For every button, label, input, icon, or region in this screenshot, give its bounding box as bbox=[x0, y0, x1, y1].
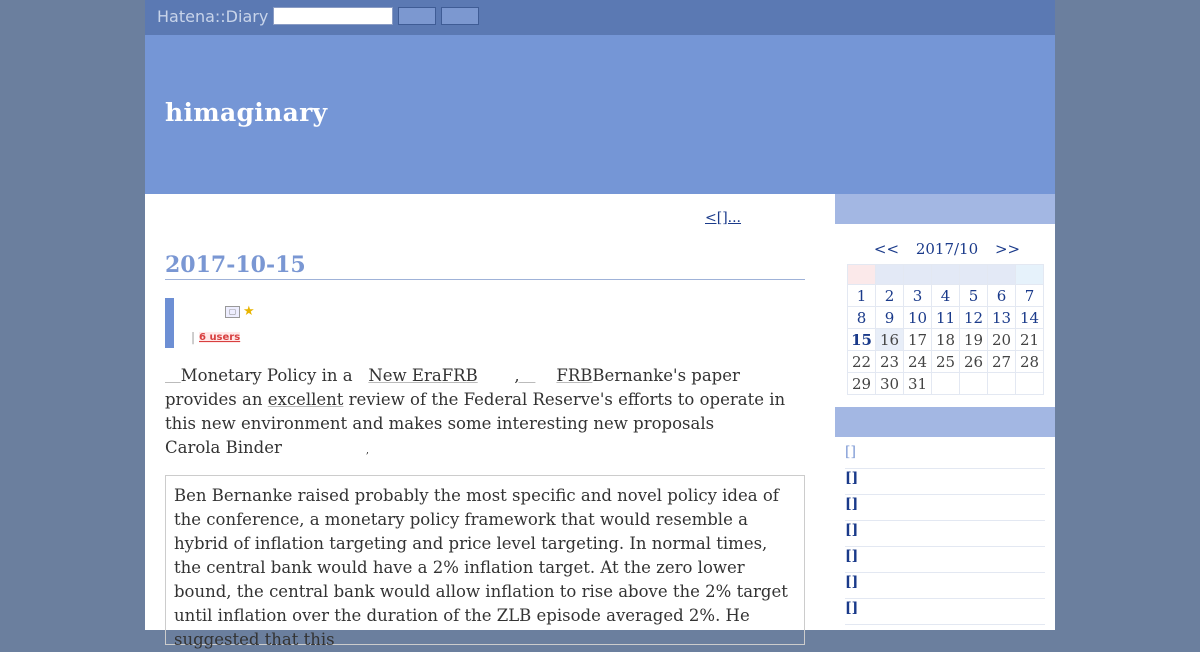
calendar-day: 19 bbox=[960, 329, 988, 351]
calendar-nav bbox=[847, 240, 1047, 262]
intro-comma: , bbox=[514, 366, 520, 385]
calendar-day: 31 bbox=[904, 373, 932, 395]
calendar bbox=[835, 240, 1055, 395]
calendar-day: 26 bbox=[960, 351, 988, 373]
calendar-table bbox=[847, 264, 1044, 395]
blog-banner bbox=[145, 35, 1055, 194]
calendar-week bbox=[848, 307, 1044, 329]
calendar-day: 25 bbox=[932, 351, 960, 373]
sidebar-calendar-header bbox=[835, 194, 1055, 224]
calendar-day: 17 bbox=[904, 329, 932, 351]
search-button[interactable] bbox=[398, 7, 436, 25]
calendar-day: 16 bbox=[876, 329, 904, 351]
main-content bbox=[145, 194, 835, 649]
calendar-day bbox=[932, 373, 960, 395]
weekday-header bbox=[1016, 265, 1044, 285]
entry-accent-bar bbox=[165, 298, 174, 348]
hatena-toolbar bbox=[145, 0, 1055, 35]
entry-blockquote: Ben Bernanke raised probably the most specific and novel policy idea of the conference, a monetary policy framework that would resemble a hybrid of inflation targeting and price level targeting. In normal times, the central bank would have a 2% inflation target. At the zero lower bound, the central bank would allow inflation to rise above the 2% target until inflation over the duration of the ZLB episode averaged 2%. He suggested that this bbox=[165, 475, 805, 645]
calendar-week bbox=[848, 285, 1044, 307]
calendar-day-link[interactable]: 1 bbox=[848, 285, 876, 307]
blog-title[interactable]: himaginary bbox=[165, 98, 328, 127]
weekday-header bbox=[876, 265, 904, 285]
intro-link-frb-2[interactable]: FRB bbox=[556, 366, 593, 385]
calendar-day: 27 bbox=[988, 351, 1016, 373]
calendar-day-link[interactable]: 7 bbox=[1016, 285, 1044, 307]
calendar-day: 22 bbox=[848, 351, 876, 373]
calendar-week bbox=[848, 373, 1044, 395]
calendar-day-link[interactable]: 9 bbox=[876, 307, 904, 329]
calendar-next-month[interactable]: >> bbox=[994, 240, 1021, 258]
category-list bbox=[835, 437, 1055, 625]
category-item[interactable]: [] bbox=[845, 443, 1045, 469]
intro-link-frb[interactable]: FRB bbox=[441, 366, 478, 385]
entry-intro bbox=[165, 364, 810, 463]
intro-comma-2: , bbox=[365, 445, 369, 456]
calendar-day: 24 bbox=[904, 351, 932, 373]
calendar-day-link[interactable]: 3 bbox=[904, 285, 932, 307]
intro-author: Carola Binder bbox=[165, 438, 282, 457]
weekday-header bbox=[988, 265, 1016, 285]
calendar-day: 20 bbox=[988, 329, 1016, 351]
page bbox=[145, 0, 1055, 649]
calendar-day bbox=[988, 373, 1016, 395]
calendar-day: 29 bbox=[848, 373, 876, 395]
calendar-day-link[interactable]: 5 bbox=[960, 285, 988, 307]
intro-link-blank[interactable]: ​ bbox=[165, 366, 181, 385]
sidebar bbox=[835, 194, 1055, 630]
intro-text-2: Bernanke's paper provides an bbox=[165, 366, 740, 409]
sidebar-categories-header bbox=[835, 407, 1055, 437]
calendar-day-link[interactable]: 10 bbox=[904, 307, 932, 329]
category-item[interactable]: [] bbox=[845, 495, 1045, 521]
calendar-day bbox=[1016, 373, 1044, 395]
intro-link-blank-2[interactable] bbox=[520, 366, 536, 385]
calendar-day bbox=[960, 373, 988, 395]
calendar-day: 30 bbox=[876, 373, 904, 395]
image-icon[interactable]: ▢ bbox=[225, 306, 240, 318]
intro-link-new-era[interactable]: New Era bbox=[368, 366, 442, 385]
weekday-header bbox=[932, 265, 960, 285]
calendar-day-link[interactable]: 12 bbox=[960, 307, 988, 329]
login-button[interactable] bbox=[441, 7, 479, 25]
users-separator: | bbox=[191, 330, 196, 344]
weekday-header bbox=[904, 265, 932, 285]
calendar-day-link[interactable]: 4 bbox=[932, 285, 960, 307]
category-item[interactable]: [] bbox=[845, 469, 1045, 495]
star-icon[interactable]: ★ bbox=[243, 304, 255, 319]
calendar-day-link[interactable]: 11 bbox=[932, 307, 960, 329]
calendar-day-link[interactable]: 14 bbox=[1016, 307, 1044, 329]
entry-date[interactable]: 2017-10-15 bbox=[165, 252, 805, 280]
search-input[interactable] bbox=[273, 7, 393, 25]
calendar-month-title[interactable]: 2017/10 bbox=[915, 240, 979, 258]
hatena-diary-logo[interactable]: Hatena::Diary bbox=[157, 7, 269, 26]
calendar-prev-month[interactable]: << bbox=[873, 240, 900, 258]
calendar-day-link[interactable]: 8 bbox=[848, 307, 876, 329]
intro-text-1: Monetary Policy in a bbox=[180, 366, 353, 385]
category-item[interactable]: [] bbox=[845, 521, 1045, 547]
calendar-day-link[interactable]: 13 bbox=[988, 307, 1016, 329]
calendar-day: 18 bbox=[932, 329, 960, 351]
bookmark-users-badge[interactable]: 6 users bbox=[199, 332, 241, 343]
calendar-day: 21 bbox=[1016, 329, 1044, 351]
category-item[interactable]: [] bbox=[845, 599, 1045, 625]
calendar-day-today[interactable]: 15 bbox=[848, 329, 876, 351]
calendar-day: 23 bbox=[876, 351, 904, 373]
category-item[interactable]: [] bbox=[845, 547, 1045, 573]
calendar-day-link[interactable]: 6 bbox=[988, 285, 1016, 307]
calendar-week bbox=[848, 329, 1044, 351]
category-item[interactable]: [] bbox=[845, 573, 1045, 599]
weekday-header bbox=[960, 265, 988, 285]
intro-text-3: review of the Federal Reserve's efforts to operate in this new environment and makes some interesting new proposals bbox=[165, 390, 786, 433]
calendar-day-link[interactable]: 2 bbox=[876, 285, 904, 307]
calendar-weekday-row bbox=[848, 265, 1044, 285]
weekday-header bbox=[848, 265, 876, 285]
calendar-day: 28 bbox=[1016, 351, 1044, 373]
intro-link-excellent[interactable]: excellent bbox=[267, 390, 344, 409]
calendar-week bbox=[848, 351, 1044, 373]
prev-page-link[interactable]: <[]... bbox=[705, 210, 742, 226]
